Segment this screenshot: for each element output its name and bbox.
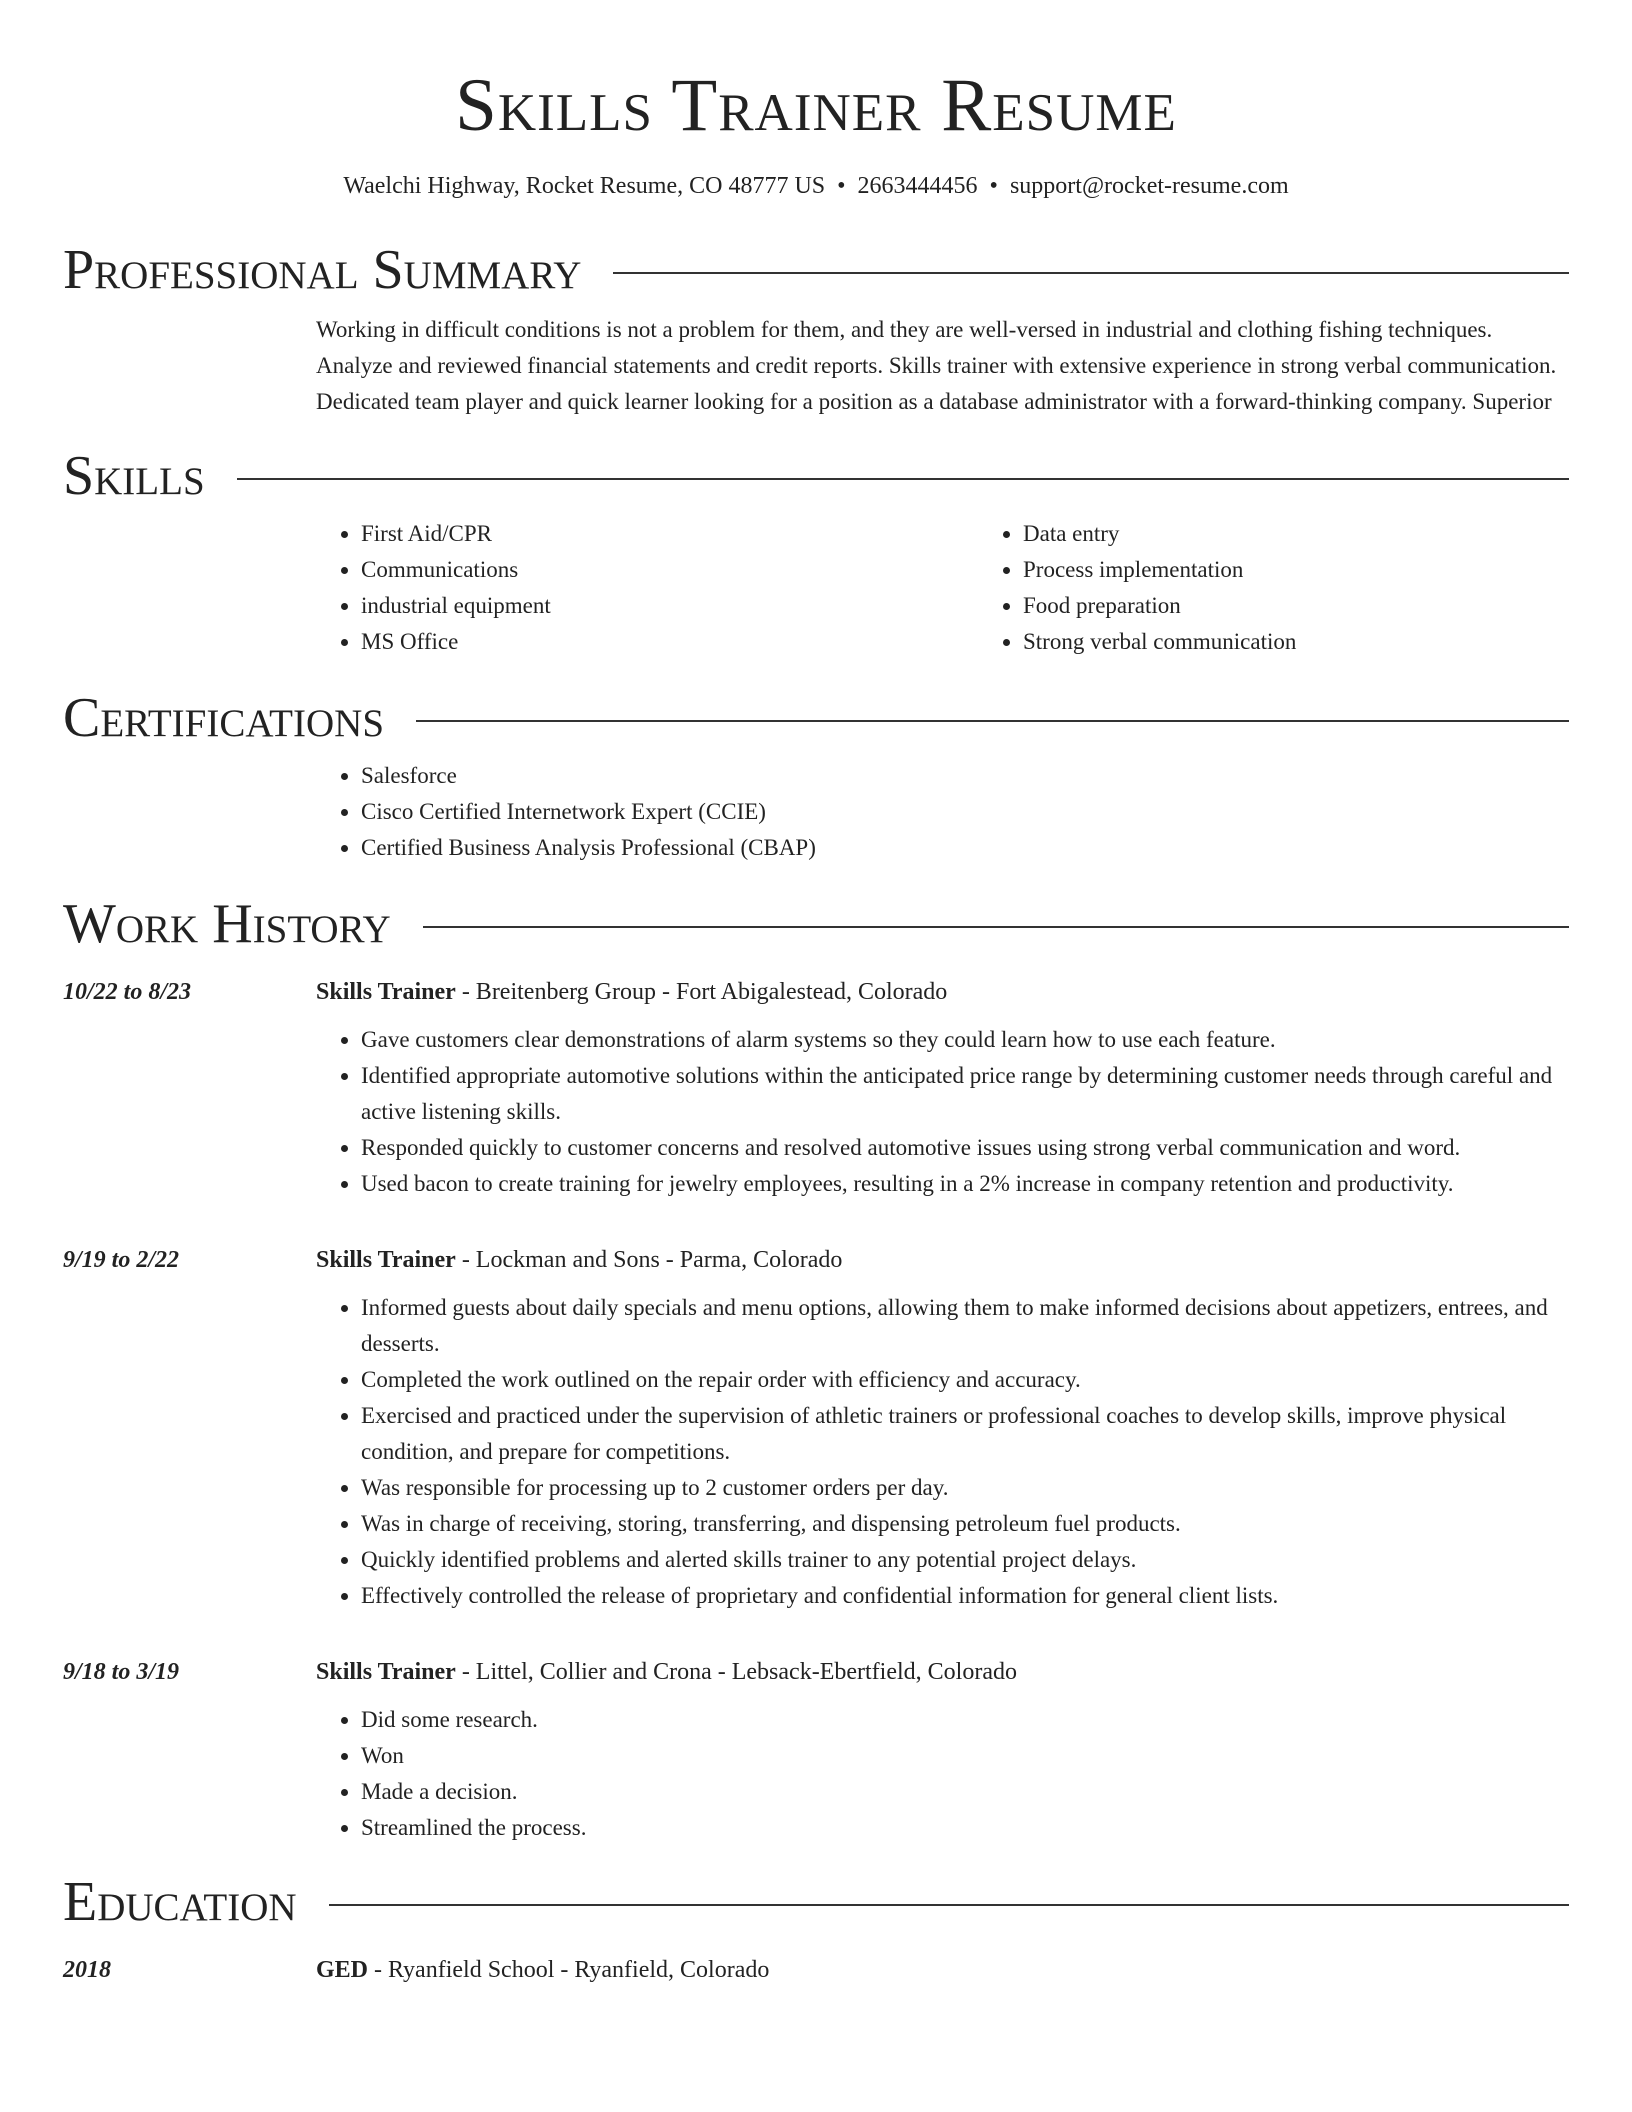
job-bullets xyxy=(316,1290,1569,1614)
skills-heading: Skills xyxy=(63,445,205,507)
job-bullet: • Gave customers clear demonstrations of alarm systems so they could learn how to use each feature. xyxy=(361,1022,1569,1058)
certifications-body xyxy=(316,758,1569,866)
section-header xyxy=(63,892,1569,956)
education-heading-line xyxy=(316,1952,1569,1988)
education-school: - Ryanfield School - Ryanfield, Colorado xyxy=(368,1957,770,1983)
summary-section xyxy=(63,238,1569,420)
skill-item: • MS Office xyxy=(361,624,978,660)
summary-body xyxy=(316,312,1569,420)
skill-item: • industrial equipment xyxy=(361,588,978,624)
certification-item: • Cisco Certified Internetwork Expert (CCIE) xyxy=(361,794,1569,830)
work-history-section xyxy=(63,892,1569,1846)
skill-item: • Data entry xyxy=(1023,516,1632,552)
section-header xyxy=(63,686,1569,750)
job-bullet: • Informed guests about daily specials and menu options, allowing them to make informed decisions about appetizers, entrees, and desserts. xyxy=(361,1290,1569,1362)
job-heading xyxy=(316,974,1569,1010)
skill-item: • First Aid/CPR xyxy=(361,516,978,552)
spacer xyxy=(63,1202,1569,1224)
certifications-section xyxy=(63,686,1569,866)
work-history-heading: Work History xyxy=(63,893,391,955)
job-bullet: • Did some research. xyxy=(361,1702,1569,1738)
job-entry xyxy=(63,1654,1569,1690)
skills-list-left xyxy=(316,516,978,660)
certifications-list xyxy=(316,758,1569,866)
job-entry xyxy=(63,1242,1569,1278)
skills-section xyxy=(63,444,1569,660)
section-divider xyxy=(237,478,1569,480)
contact-phone: 2663444456 xyxy=(857,173,978,199)
job-bullet: • Effectively controlled the release of proprietary and confidential information for general client lists. xyxy=(361,1578,1569,1614)
job-bullet: • Was in charge of receiving, storing, transferring, and dispensing petroleum fuel products. xyxy=(361,1506,1569,1542)
job-bullet: • Quickly identified problems and alerted skills trainer to any potential project delays. xyxy=(361,1542,1569,1578)
job-title: Skills Trainer xyxy=(316,1247,456,1273)
certification-item: • Salesforce xyxy=(361,758,1569,794)
job-title: Skills Trainer xyxy=(316,979,456,1005)
job-employer: - Littel, Collier and Crona - Lebsack-Ebertfield, Colorado xyxy=(455,1659,1017,1685)
education-heading: Education xyxy=(63,1871,297,1933)
education-section xyxy=(63,1870,1569,1988)
section-header xyxy=(63,1870,1569,1934)
contact-address: Waelchi Highway, Rocket Resume, CO 48777 US xyxy=(343,173,826,199)
contact-line xyxy=(63,170,1569,202)
job-bullet: • Exercised and practiced under the supervision of athletic trainers or professional coaches to develop skills, improve physical condition, and prepare for competitions. xyxy=(361,1398,1569,1470)
job-heading xyxy=(316,1242,1569,1278)
contact-separator: • xyxy=(989,173,998,199)
education-degree: GED xyxy=(316,1957,369,1983)
job-entry xyxy=(63,974,1569,1010)
job-bullet: • Streamlined the process. xyxy=(361,1810,1569,1846)
section-divider xyxy=(329,1904,1569,1906)
job-dates: 9/18 to 3/19 xyxy=(63,1659,180,1685)
skill-item: • Strong verbal communication xyxy=(1023,624,1632,660)
skill-item: • Communications xyxy=(361,552,978,588)
section-header xyxy=(63,238,1569,302)
spacer xyxy=(63,1614,1569,1636)
job-bullet: • Won xyxy=(361,1738,1569,1774)
certifications-heading: Certifications xyxy=(63,687,385,749)
job-bullet: • Was responsible for processing up to 2 customer orders per day. xyxy=(361,1470,1569,1506)
job-bullets xyxy=(316,1022,1569,1202)
job-bullet: • Made a decision. xyxy=(361,1774,1569,1810)
job-bullet: • Completed the work outlined on the repair order with efficiency and accuracy. xyxy=(361,1362,1569,1398)
section-header xyxy=(63,444,1569,508)
job-bullet: • Used bacon to create training for jewelry employees, resulting in a 2% increase in company retention and productivity. xyxy=(361,1166,1569,1202)
section-divider xyxy=(613,272,1569,274)
job-bullets xyxy=(316,1702,1569,1846)
job-employer: - Breitenberg Group - Fort Abigalestead, Colorado xyxy=(455,979,948,1005)
contact-email: support@rocket-resume.com xyxy=(1009,173,1289,199)
skills-grid xyxy=(316,508,1569,660)
education-entry xyxy=(63,1952,1569,1988)
resume-title: Skills Trainer Resume xyxy=(455,64,1177,147)
job-dates: 10/22 to 8/23 xyxy=(63,979,192,1005)
job-heading xyxy=(316,1654,1569,1690)
education-date: 2018 xyxy=(63,1957,111,1983)
summary-text: Working in difficult conditions is not a problem for them, and they are well-versed in industrial and clothing fishing techniques. Analyze and reviewed financial statements and credit reports. Skills trainer with extensive experience in strong verbal communication. Dedicated team player and quick learner looking for a position as a database administrator with a forward-thinking company. Superior xyxy=(316,317,1557,414)
job-dates: 9/19 to 2/22 xyxy=(63,1247,180,1273)
section-divider xyxy=(423,926,1569,928)
section-divider xyxy=(416,720,1569,722)
skill-item: • Food preparation xyxy=(1023,588,1632,624)
job-employer: - Lockman and Sons - Parma, Colorado xyxy=(455,1247,843,1273)
certification-item: • Certified Business Analysis Professional (CBAP) xyxy=(361,830,1569,866)
skill-item: • Process implementation xyxy=(1023,552,1632,588)
job-bullet: • Responded quickly to customer concerns and resolved automotive issues using strong verbal communication and word. xyxy=(361,1130,1569,1166)
summary-heading: Professional Summary xyxy=(63,239,582,301)
contact-separator: • xyxy=(837,173,846,199)
skills-list-right xyxy=(978,516,1632,660)
job-title: Skills Trainer xyxy=(316,1659,456,1685)
job-bullet: • Identified appropriate automotive solutions within the anticipated price range by determining customer needs through careful and active listening skills. xyxy=(361,1058,1569,1130)
